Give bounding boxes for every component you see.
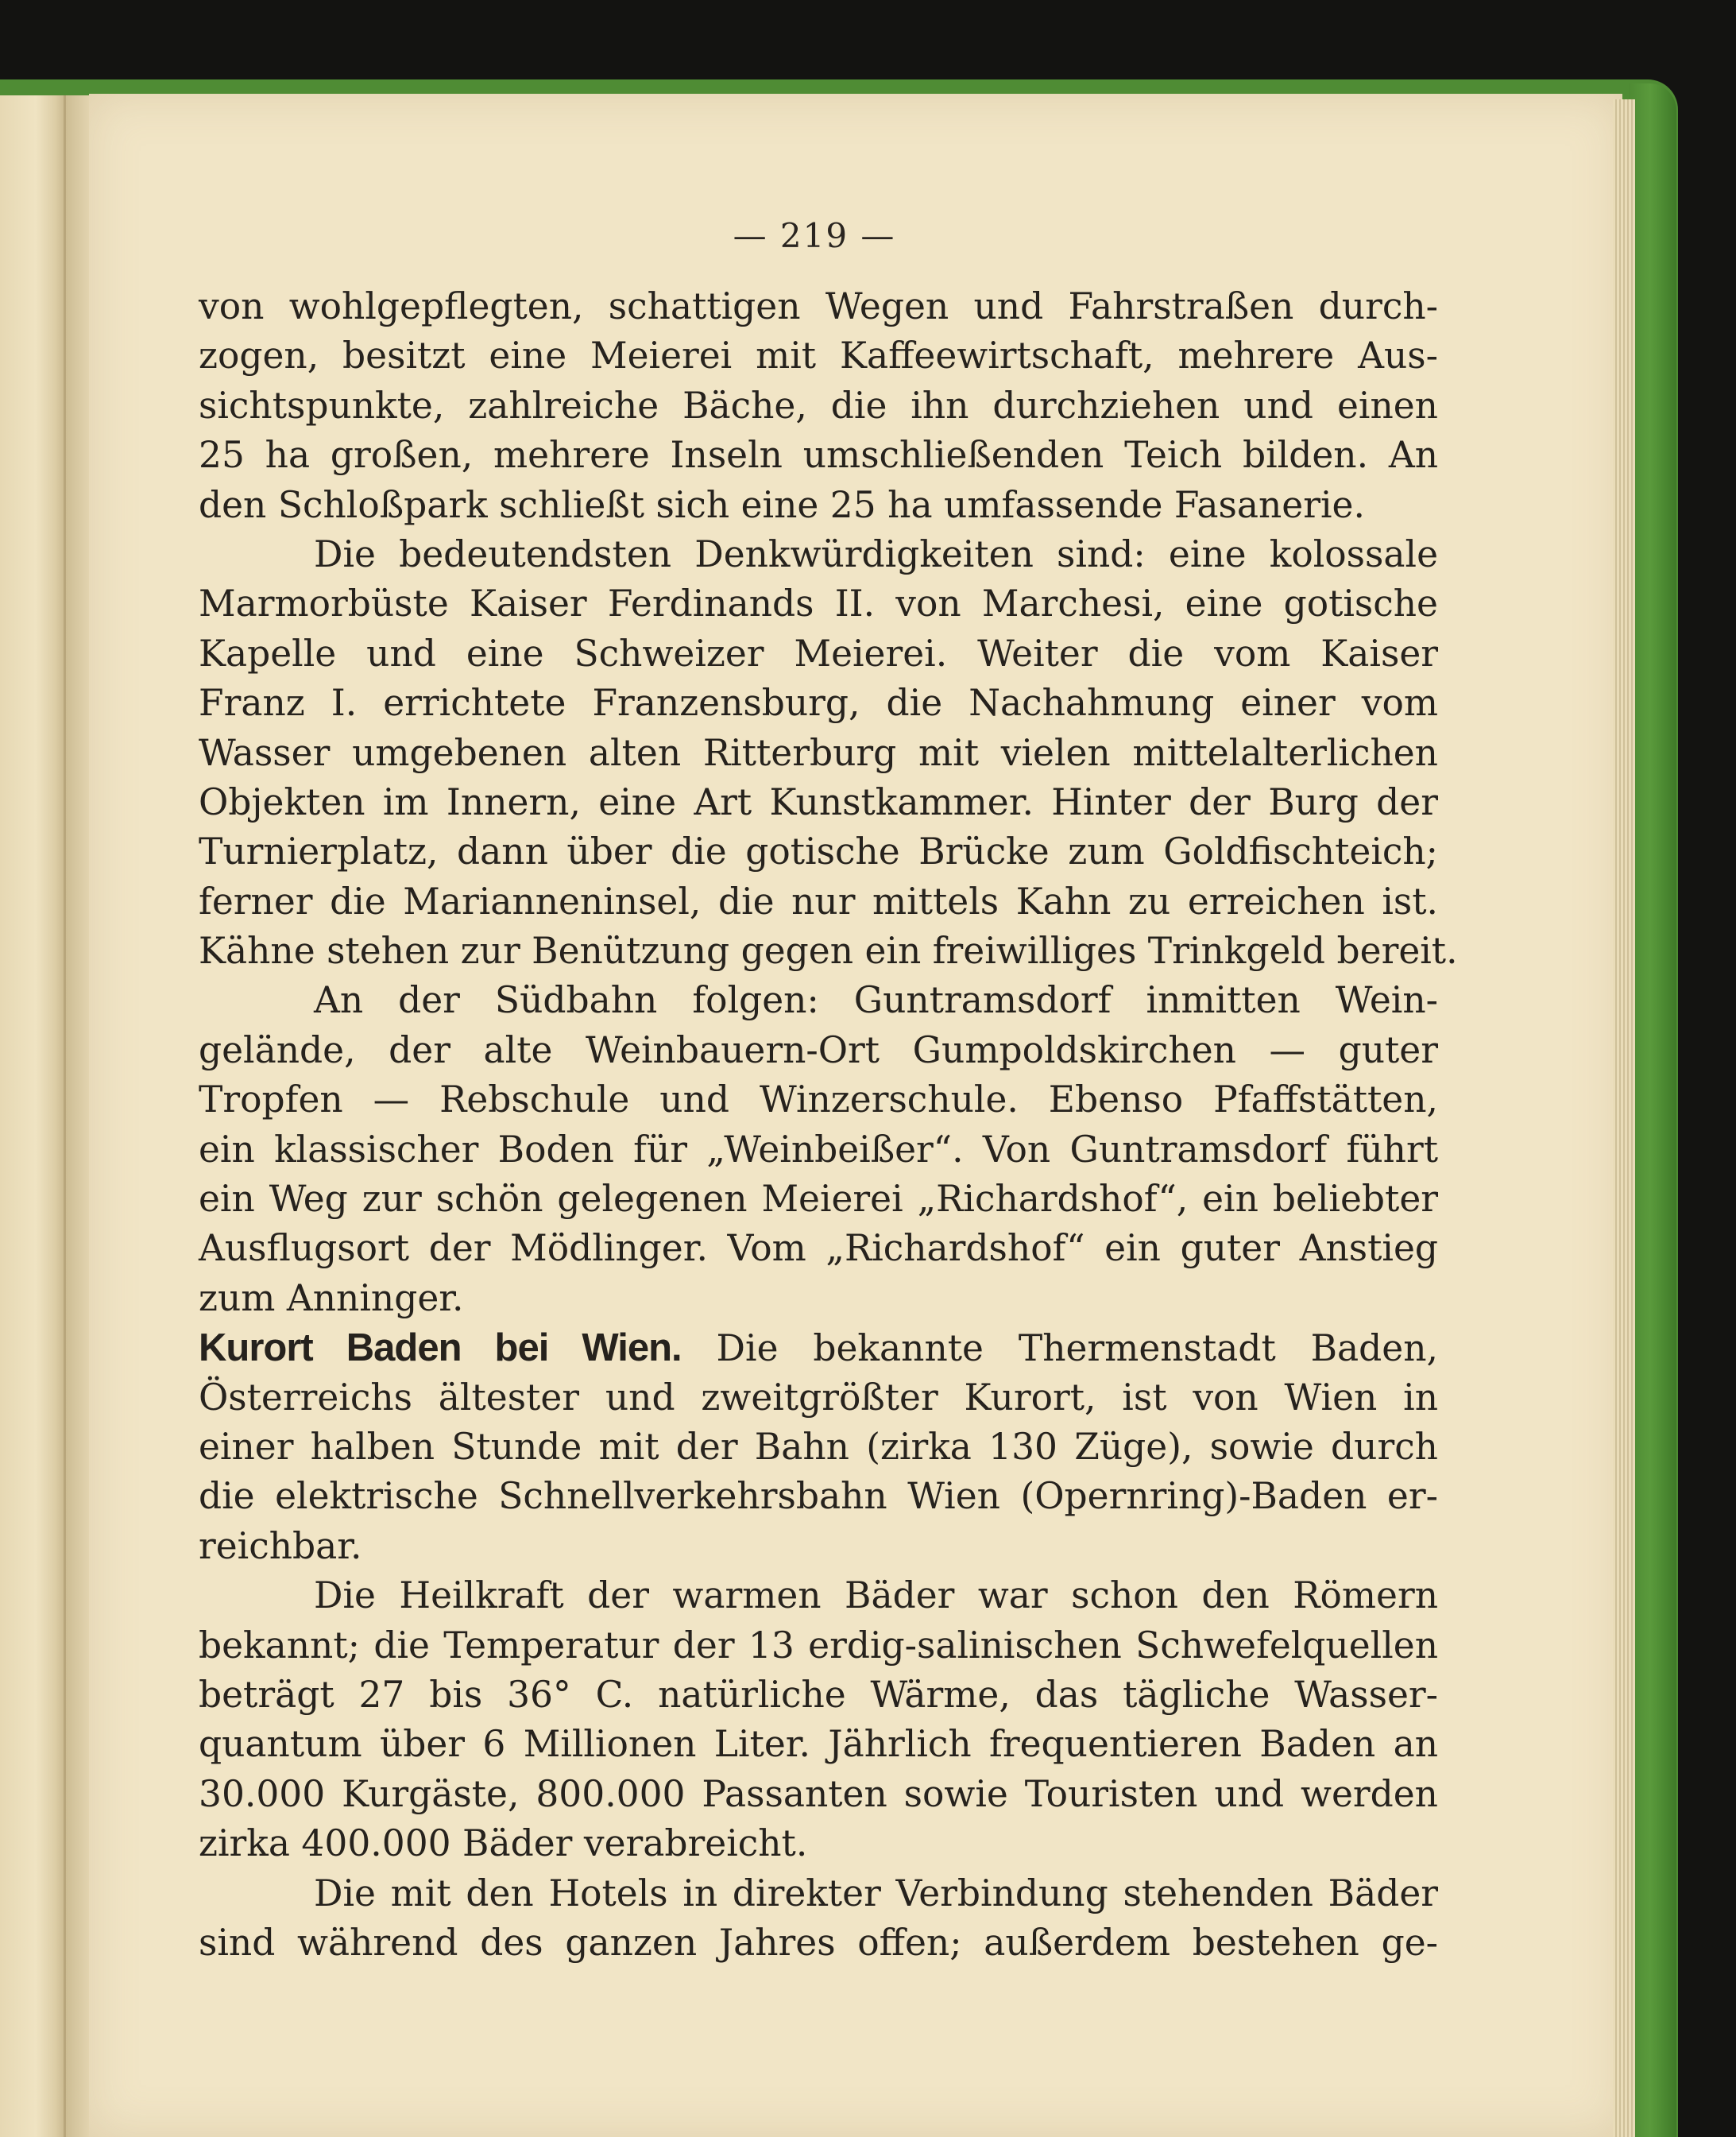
text-line: zum Anninger. xyxy=(199,1276,464,1319)
text-line: einer halben Stunde mit der Bahn (zirka 130 Züge), sowie durch xyxy=(199,1425,1438,1468)
text-line: Tropfen — Rebschule und Winzerschule. Ebenso Pfaffstätten, xyxy=(199,1078,1438,1121)
text-line: Österreichs ältester und zweitgrößter Kurort, ist von Wien in xyxy=(199,1376,1438,1419)
text-line: zogen, besitzt eine Meierei mit Kaffeewirtschaft, mehrere Aus- xyxy=(199,335,1438,377)
text-line: bekannt; die Temperatur der 13 erdig-salinischen Schwefelquellen xyxy=(199,1624,1438,1667)
text-line: Ausflugsort der Mödlinger. Vom „Richardshof“ ein guter Anstieg xyxy=(199,1227,1438,1270)
text-line: die elektrische Schnellverkehrsbahn Wien (Opernring)-Baden er- xyxy=(199,1475,1438,1518)
text-line: zirka 400.000 Bäder verabreicht. xyxy=(199,1822,808,1865)
text-line: Kapelle und eine Schweizer Meierei. Weiter die vom Kaiser xyxy=(199,632,1438,675)
text-line: reichbar. xyxy=(199,1524,362,1567)
text-line: ferner die Marianneninsel, die nur mittels Kahn zu erreichen ist. xyxy=(199,880,1438,923)
text-line: 30.000 Kurgäste, 800.000 Passanten sowie Touristen und werden xyxy=(199,1772,1438,1815)
text-line: von wohlgepflegten, schattigen Wegen und Fahrstraßen durch- xyxy=(199,285,1438,327)
page-edges xyxy=(1613,99,1635,2137)
text-line: Wasser umgebenen alten Ritterburg mit vielen mittelalterlichen xyxy=(199,731,1438,774)
section-heading: Kurort Baden bei Wien. xyxy=(199,1326,682,1370)
text-line: Turnierplatz, dann über die gotische Brücke zum Goldfischteich; xyxy=(199,830,1438,873)
text-line: ein Weg zur schön gelegenen Meierei „Richardshof“, ein beliebter xyxy=(199,1178,1438,1221)
text-line: den Schloßpark schließt sich eine 25 ha umfassende Fasanerie. xyxy=(199,483,1365,526)
text-line xyxy=(199,1323,1438,1372)
text-line: quantum über 6 Millionen Liter. Jährlich frequentieren Baden an xyxy=(199,1723,1438,1766)
text-line: ein klassischer Boden für „Weinbeißer“. Von Guntramsdorf führt xyxy=(199,1128,1438,1171)
text-line: Franz I. errichtete Franzensburg, die Nachahmung einer vom xyxy=(199,682,1438,725)
page-number: — 219 — xyxy=(733,216,896,255)
text-line: 25 ha großen, mehrere Inseln umschließenden Teich bilden. An xyxy=(199,434,1438,477)
text-line: Die Heilkraft der warmen Bäder war schon den Römern xyxy=(314,1574,1438,1617)
text-line: Die mit den Hotels in direkter Verbindung stehenden Bäder xyxy=(314,1872,1438,1914)
text-line: beträgt 27 bis 36° C. natürliche Wärme, das tägliche Wasser- xyxy=(199,1673,1438,1716)
text-line: gelände, der alte Weinbauern-Ort Gumpoldskirchen — guter xyxy=(199,1028,1438,1071)
text-line: sind während des ganzen Jahres offen; außerdem bestehen ge- xyxy=(199,1921,1438,1964)
text-line: An der Südbahn folgen: Guntramsdorf inmitten Wein- xyxy=(314,979,1438,1022)
section-heading-text: Die bekannte Thermenstadt Baden, xyxy=(716,1327,1439,1370)
text-line: Marmorbüste Kaiser Ferdinands II. von Marchesi, eine gotische xyxy=(199,583,1438,625)
left-page xyxy=(0,95,65,2137)
text-line: Die bedeutendsten Denkwürdigkeiten sind: eine kolossale xyxy=(314,532,1438,575)
text-line: sichtspunkte, zahlreiche Bäche, die ihn durchziehen und einen xyxy=(199,384,1438,427)
text-line: Objekten im Innern, eine Art Kunstkammer. Hinter der Burg der xyxy=(199,780,1438,823)
book-cover-edge xyxy=(1629,83,1676,2137)
page-body-text xyxy=(199,282,1458,1968)
text-line: Kähne stehen zur Benützung gegen ein freiwilliges Trinkgeld bereit. xyxy=(199,930,1458,973)
